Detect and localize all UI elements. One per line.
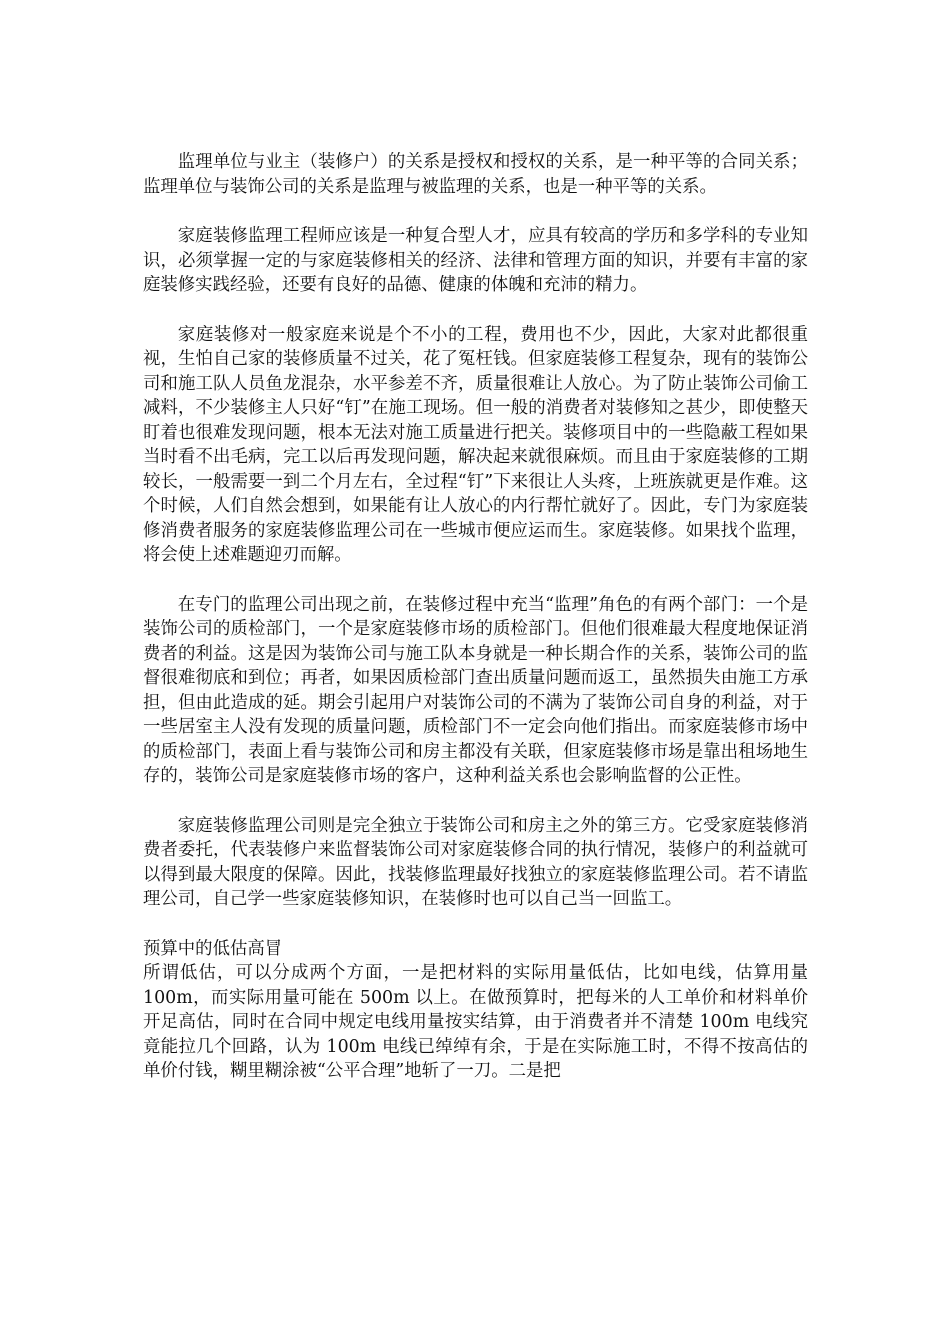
paragraph-before-supervision-companies: 在专门的监理公司出现之前，在装修过程中充当“监理”角色的有两个部门：一个是装饰公司的质检部门，一个是家庭装修市场的质检部门。但他们很难最大程度地保证消费者的利益。这是因为装饰公司与施工队本身就是一种长期合作的关系，装饰公司的监督很难彻底和到位；再者，如果因质检部门查出质量问题而返工，虽然损失由施工方承担，但由此造成的延。期会引起用户对装饰公司的不满为了装饰公司自身的利益，对于一些居室主人没有发现的质量问题，质检部门不一定会向他们指出。而家庭装修市场中的质检部门，表面上看与装饰公司和房主都没有关联，但家庭装修市场是靠出租场地生存的，装饰公司是家庭装修市场的客户，这种利益关系也会影响监督的公正性。 <box>143 594 808 786</box>
paragraph-independent-third-party: 家庭装修监理公司则是完全独立于装饰公司和房主之外的第三方。它受家庭装修消费者委托，代表装修户来监督装饰公司对家庭装修合同的执行情况，装修户的利益就可以得到最大限度的保障。因此，找装修监理最好找独立的家庭装修监理公司。若不请监理公司，自己学一些家庭装修知识，在装修时也可以自己当一回监工。 <box>143 815 808 909</box>
section-heading: 预算中的低估高冒 <box>143 938 283 959</box>
paragraph-supervision-relationship: 监理单位与业主（装修户）的关系是授权和授权的关系，是一种平等的合同关系；监理单位与装饰公司的关系是监理与被监理的关系，也是一种平等的关系。 <box>143 152 808 197</box>
document-body <box>143 150 808 1084</box>
section-body: 所谓低估，可以分成两个方面，一是把材料的实际用量低估，比如电线，估算用量 100m，而实际用量可能在 500m 以上。在做预算时，把每米的人工单价和材料单价开足高估，同时在合同中规定电线用量按实结算，由于消费者并不清楚 100m 电线究竟能拉几个回路，认为 100m 电线已绰绰有余，于是在实际施工时，不得不按高估的单价付钱，糊里糊涂被“公平合理”地斩了一刀。二是把 <box>143 963 808 1081</box>
paragraph-why-supervision: 家庭装修对一般家庭来说是个不小的工程，费用也不少，因此，大家对此都很重视，生怕自己家的装修质量不过关，花了冤枉钱。但家庭装修工程复杂，现有的装饰公司和施工队人员鱼龙混杂，水平参差不齐，质量很难让人放心。为了防止装饰公司偷工减料，不少装修主人只好“钉”在施工现场。但一般的消费者对装修知之甚少，即使整天盯着也很难发现问题，根本无法对施工质量进行把关。装修项目中的一些隐蔽工程如果当时看不出毛病，完工以后再发现问题，解决起来就很麻烦。而且由于家庭装修的工期较长，一般需要一到二个月左右，全过程“钉”下来很让人头疼，上班族就更是作难。这个时候，人们自然会想到，如果能有让人放心的内行帮忙就好了。因此，专门为家庭装修消费者服务的家庭装修监理公司在一些城市便应运而生。家庭装修。如果找个监理，将会使上述难题迎刃而解。 <box>143 324 808 565</box>
paragraph-engineer-qualifications: 家庭装修监理工程师应该是一种复合型人才，应具有较高的学历和多学科的专业知识，必须掌握一定的与家庭装修相关的经济、法律和管理方面的知识，并要有丰富的家庭装修实践经验，还要有良好的品德、健康的体魄和充沛的精力。 <box>143 226 808 295</box>
